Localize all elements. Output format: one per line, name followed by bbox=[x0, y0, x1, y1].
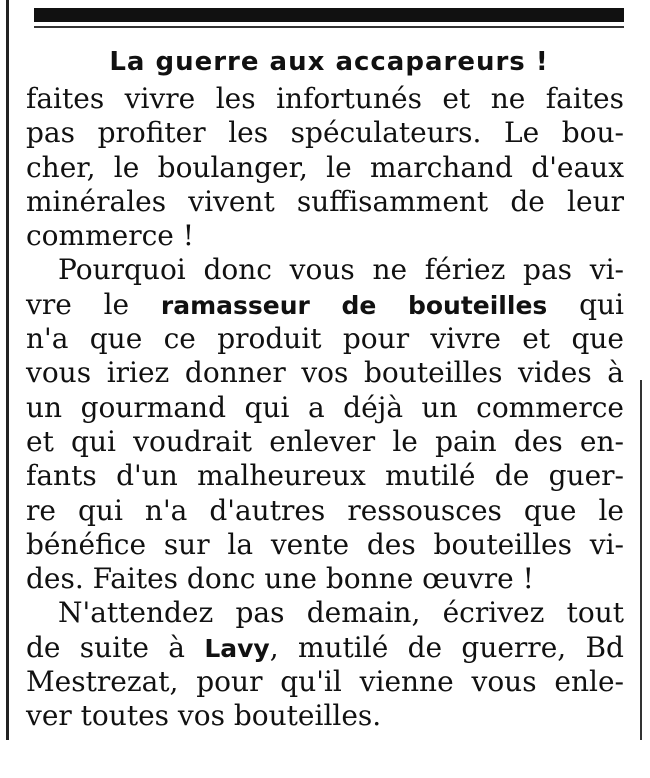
text-line: un gourmand qui a déjà un commerce bbox=[26, 390, 624, 424]
text-line: de suite à Lavy, mutilé de guerre, Bd bbox=[26, 630, 624, 664]
text-line: Pourquoi donc vous ne fériez pas vi- bbox=[58, 253, 624, 287]
text-line: n'a que ce produit pour vivre et que bbox=[26, 322, 624, 356]
text-line: Mestrezat, pour qu'il vienne vous enle- bbox=[26, 665, 624, 699]
paragraph-2 bbox=[26, 253, 624, 596]
bold-phrase-bottle-collector: ramasseur de bouteilles bbox=[160, 290, 548, 320]
text-line: cher, le boulanger, le marchand d'eaux bbox=[26, 150, 624, 184]
text-line: faites vivre les infortunés et ne faites bbox=[26, 82, 624, 115]
text-line: ver toutes vos bouteilles. bbox=[26, 699, 382, 733]
text-line: N'attendez pas demain, écrivez tout bbox=[58, 596, 624, 630]
top-rule-thick bbox=[34, 8, 624, 22]
text-line: vre le ramasseur de bouteilles qui bbox=[26, 287, 624, 321]
paragraph-3 bbox=[26, 596, 624, 733]
article-headline: La guerre aux accapareurs ! bbox=[109, 47, 549, 77]
text-line: minérales vivent suffisamment de leur bbox=[26, 184, 624, 218]
page-edge-right bbox=[640, 380, 642, 740]
top-rule-thin bbox=[34, 26, 624, 28]
text-line: re qui n'a d'autres ressousces que le bbox=[26, 493, 624, 527]
text-line: vous iriez donner vos bouteilles vides à bbox=[26, 356, 624, 390]
paragraph-1 bbox=[26, 82, 624, 253]
text-line: commerce ! bbox=[26, 219, 194, 253]
bold-name-lavy: Lavy bbox=[204, 633, 270, 663]
article-body bbox=[26, 82, 624, 734]
text-line: et qui voudrait enlever le pain des en- bbox=[26, 424, 624, 458]
text-line: pas profiter les spéculateurs. Le bou- bbox=[26, 116, 624, 150]
page-edge-left bbox=[6, 0, 9, 740]
text-line: des. Faites donc une bonne œuvre ! bbox=[26, 562, 534, 596]
text-line: fants d'un malheureux mutilé de guer- bbox=[26, 459, 624, 493]
text-line: bénéfice sur la vente des bouteilles vi- bbox=[26, 527, 624, 561]
